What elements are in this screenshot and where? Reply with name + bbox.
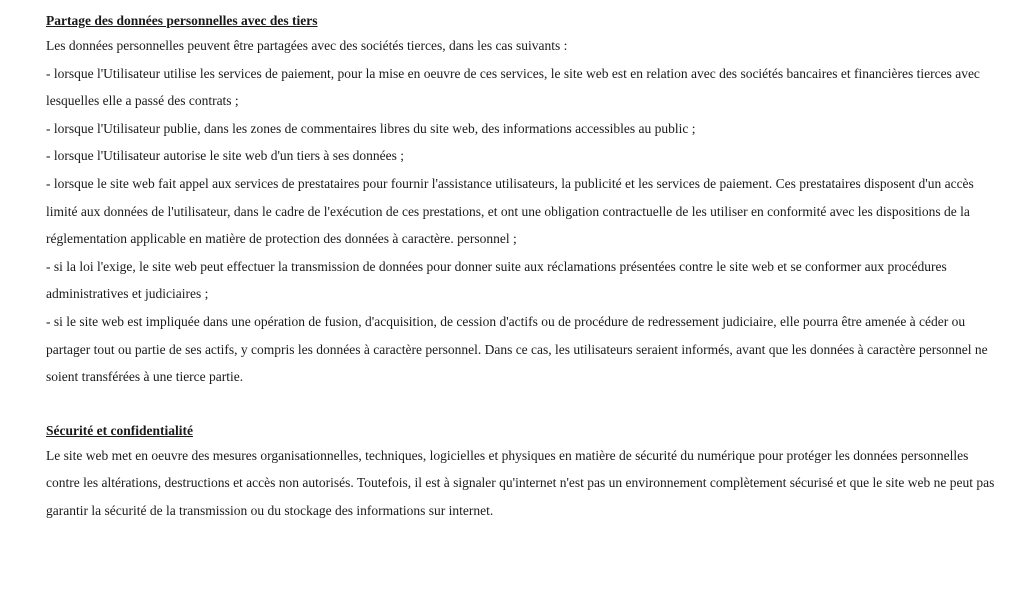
section-intro: Les données personnelles peuvent être partagées avec des sociétés tierces, dans les cas suivants : [46, 38, 568, 53]
section-heading-data-sharing: Partage des données personnelles avec des tiers [46, 13, 318, 28]
list-item-providers: - lorsque le site web fait appel aux services de prestataires pour fournir l'assistance utilisateurs, la publicité et les services de paiement. Ces prestataires disposent d'un accès limité aux données de l'utilisateur, dans le cadre de l'exécution de ces prestations, et ont une obligation contractuelle de les utiliser en conformité avec les dispositions de la réglementation applicable en matière de protection des données à caractère. personnel ; [46, 175, 974, 247]
section-heading-security: Sécurité et confidentialité [46, 422, 193, 438]
list-item-law: - si la loi l'exige, le site web peut effectuer la transmission de données pour donner suite aux réclamations présentées contre le site web et se conformer aux procédures administratives et judiciaires ; [46, 258, 947, 302]
list-item-third-party: - lorsque l'Utilisateur autorise le site web d'un tiers à ses données ; [46, 148, 405, 164]
list-item-payment: - lorsque l'Utilisateur utilise les services de paiement, pour la mise en oeuvre de ces services, le site web est en relation avec des sociétés bancaires et financières tierces avec lesquelles elle a passé des contrats ; [46, 65, 980, 109]
list-item-merger: - si le site web est impliquée dans une opération de fusion, d'acquisition, de cession d'actifs ou de procédure de redressement judiciaire, elle pourra être amenée à céder ou partager tout ou partie de ses actifs, y compris les données à caractère personnel. Dans ce cas, les utilisateurs seraient informés, avant que les données à caractère personnel ne soient transférées à une tierce partie. [46, 313, 988, 385]
section-security [46, 419, 1004, 524]
section-body-security: Le site web met en oeuvre des mesures organisationnelles, techniques, logicielles et physiques en matière de sécurité du numérique pour protéger les données personnelles contre les altérations, destructions et accès non autorisés. Toutefois, il est à signaler qu'internet n'est pas un environnement complètement sécurisé et que le site web ne peut pas garantir la sécurité de la transmission ou du stockage des informations sur internet. [46, 447, 995, 518]
section-data-sharing [46, 9, 1004, 391]
list-item-comments: - lorsque l'Utilisateur publie, dans les zones de commentaires libres du site web, des informations accessibles au public ; [46, 120, 696, 136]
